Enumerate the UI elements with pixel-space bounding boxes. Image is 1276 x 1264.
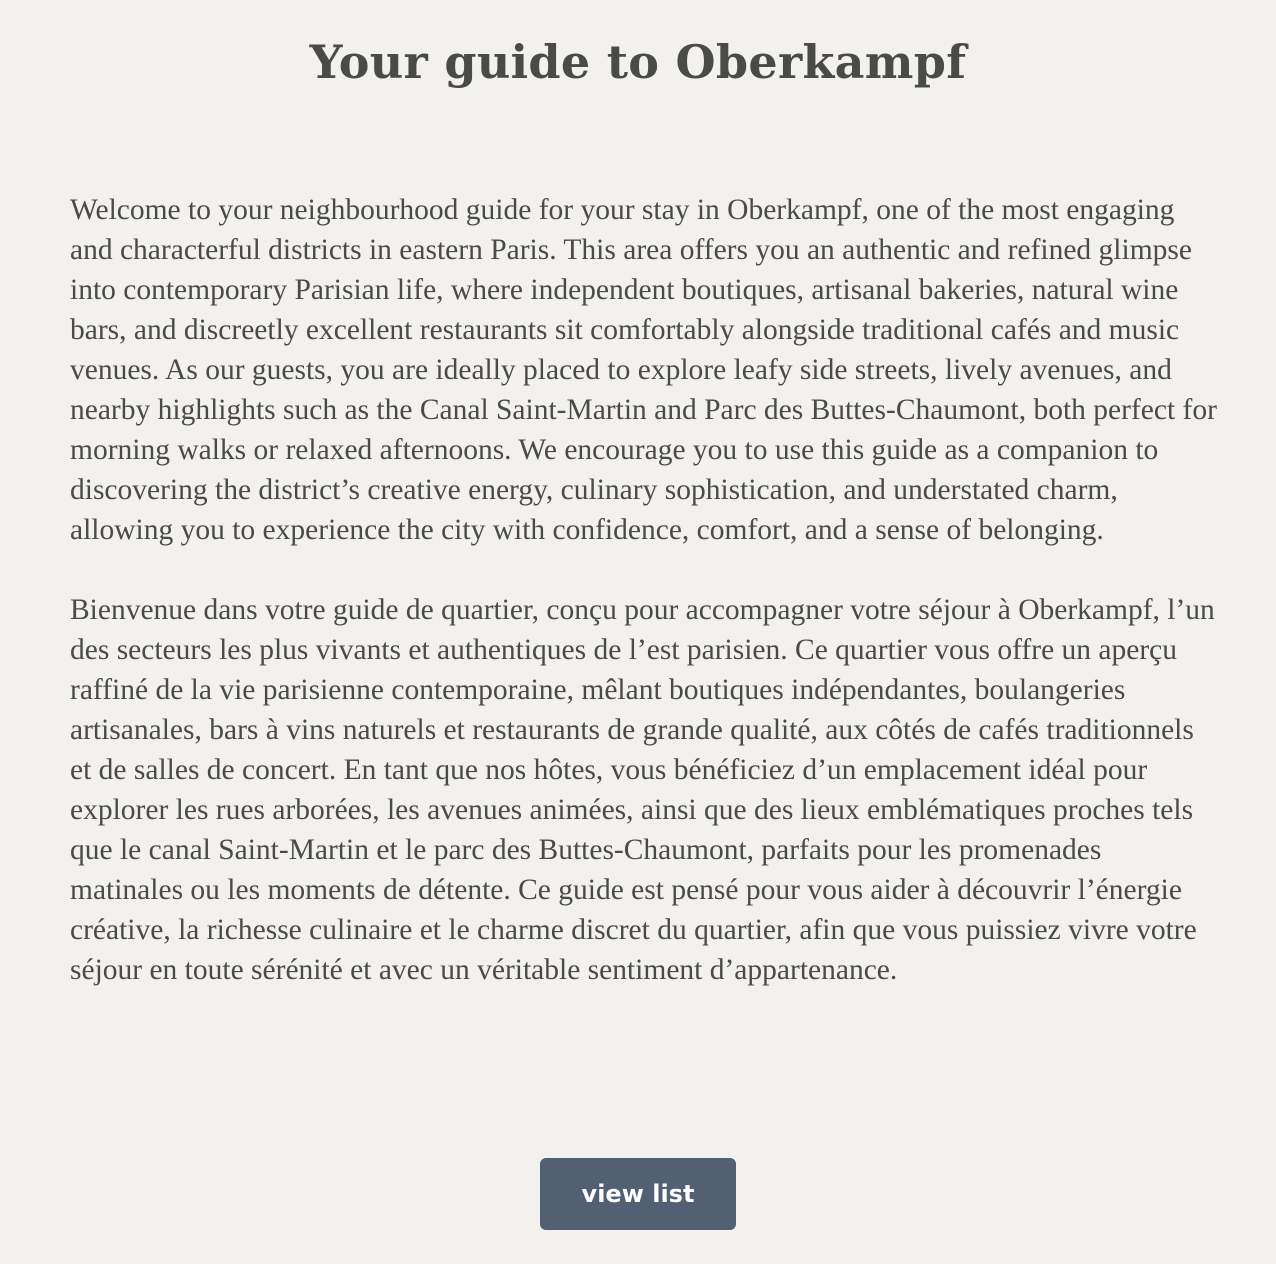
guide-content (70, 190, 1220, 1030)
intro-paragraph-french: Bienvenue dans votre guide de quartier, conçu pour accompagner votre séjour à Oberkampf, l’un des secteurs les plus vivants et authentiques de l’est parisien. Ce quartier vous offre un aperçu raffiné de la vie parisienne contemporaine, mêlant boutiques indépendantes, boulangeries artisanales, bars à vins naturels et restaurants de grande qualité, aux côtés de cafés traditionnels et de salles de concert. En tant que nos hôtes, vous bénéficiez d’un emplacement idéal pour explorer les rues arborées, les avenues animées, ainsi que des lieux emblématiques proches tels que le canal Saint-Martin et le parc des Buttes-Chaumont, parfaits pour les promenades matinales ou les moments de détente. Ce guide est pensé pour vous aider à découvrir l’énergie créative, la richesse culinaire et le charme discret du quartier, afin que vous puissiez vivre votre séjour en toute sérénité et avec un véritable sentiment d’appartenance. (70, 594, 1215, 986)
actions-bar (0, 1158, 1276, 1230)
view-list-button[interactable]: view list (540, 1158, 736, 1230)
page-title: Your guide to Oberkampf (309, 35, 967, 89)
intro-paragraph-english: Welcome to your neighbourhood guide for your stay in Oberkampf, one of the most engaging and characterful districts in eastern Paris. This area offers you an authentic and refined glimpse into contemporary Parisian life, where independent boutiques, artisanal bakeries, natural wine bars, and discreetly excellent restaurants sit comfortably alongside traditional cafés and music venues. As our guests, you are ideally placed to explore leafy side streets, lively avenues, and nearby highlights such as the Canal Saint-Martin and Parc des Buttes-Chaumont, both perfect for morning walks or relaxed afternoons. We encourage you to use this guide as a companion to discovering the district’s creative energy, culinary sophistication, and understated charm, allowing you to experience the city with confidence, comfort, and a sense of belonging. (70, 194, 1217, 546)
